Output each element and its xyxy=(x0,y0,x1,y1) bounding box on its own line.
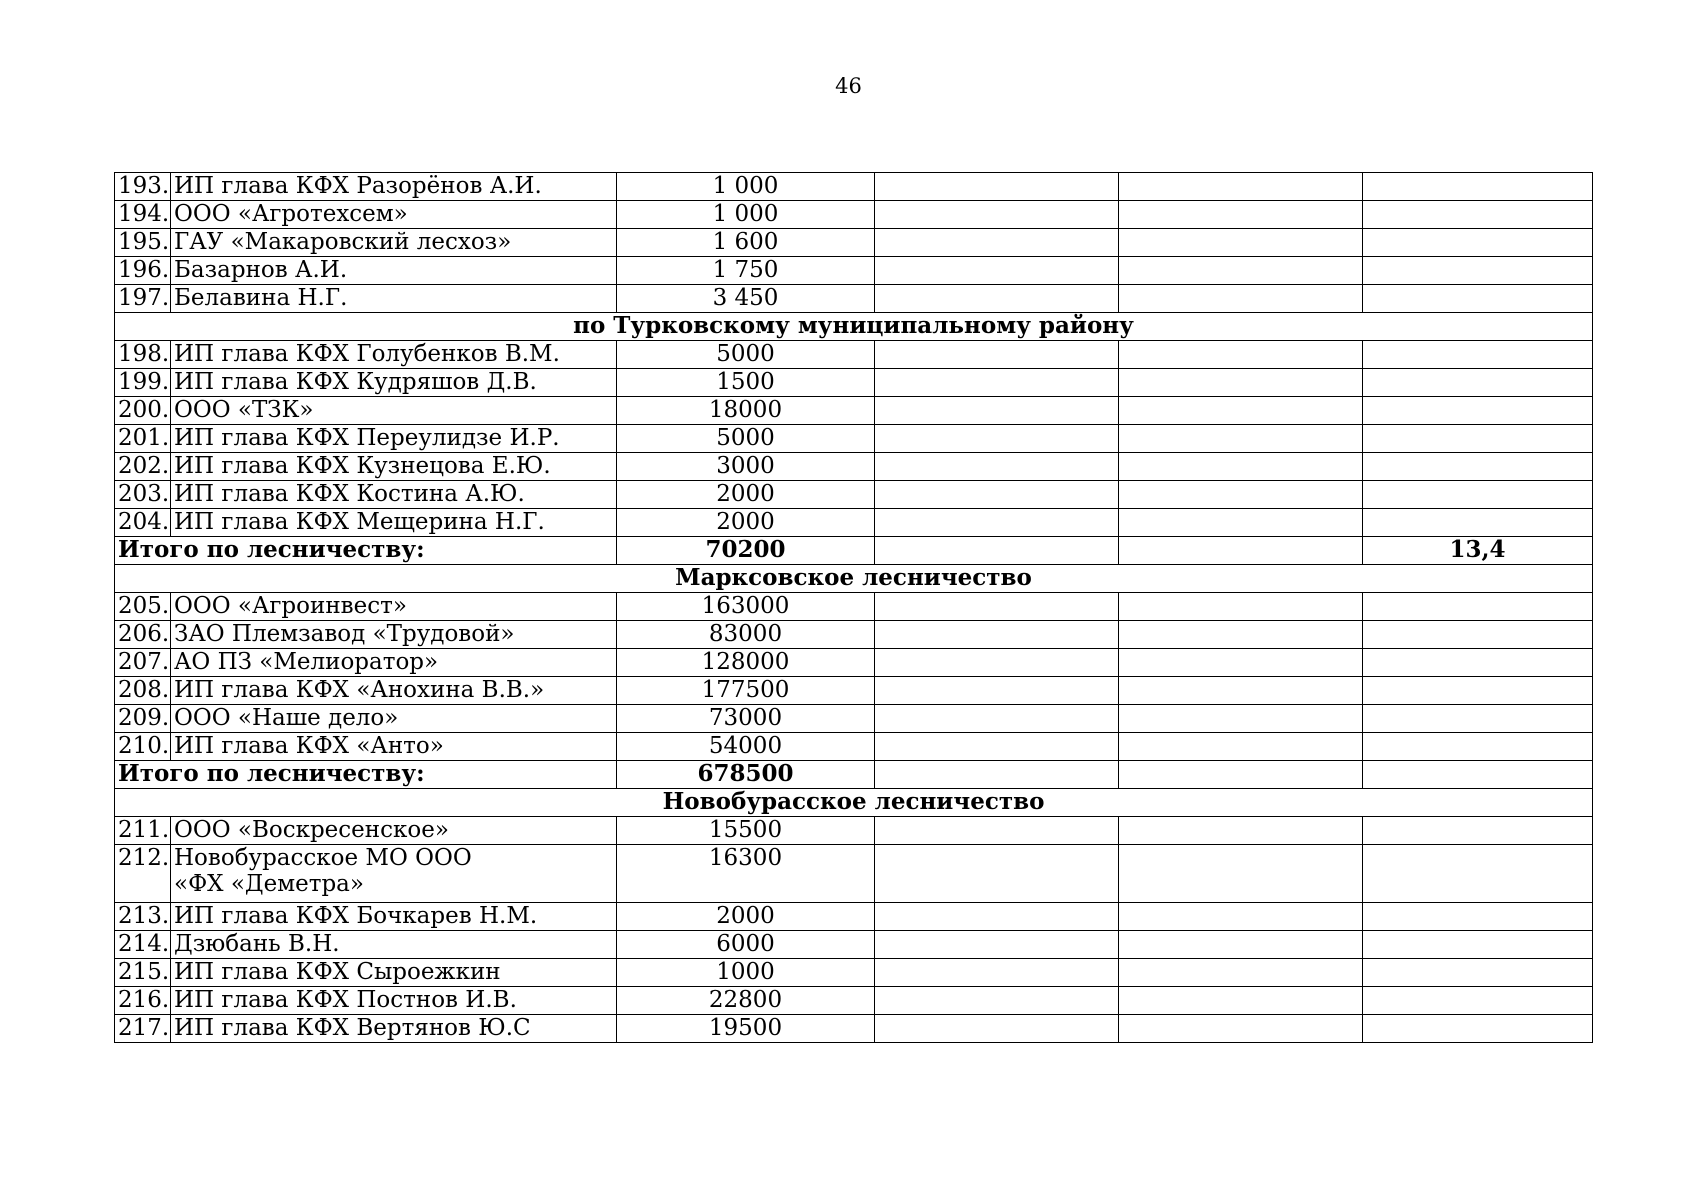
forest-users-table xyxy=(114,172,1593,1043)
empty-cell xyxy=(1119,285,1363,313)
empty-cell xyxy=(1119,649,1363,677)
empty-cell xyxy=(1363,931,1593,959)
total-row xyxy=(115,537,1593,565)
row-name: ООО «Агроинвест» xyxy=(171,593,617,621)
empty-cell xyxy=(875,257,1119,285)
table-row xyxy=(115,257,1593,285)
row-value: 163000 xyxy=(617,593,875,621)
row-value: 1000 xyxy=(617,959,875,987)
row-number: 199. xyxy=(115,369,171,397)
row-name xyxy=(171,845,617,903)
empty-cell xyxy=(875,845,1119,903)
table-row xyxy=(115,845,1593,903)
empty-cell xyxy=(875,509,1119,537)
empty-cell xyxy=(1363,677,1593,705)
row-value: 54000 xyxy=(617,733,875,761)
table-row xyxy=(115,593,1593,621)
empty-cell xyxy=(875,987,1119,1015)
row-number: 214. xyxy=(115,931,171,959)
row-name: АО ПЗ «Мелиоратор» xyxy=(171,649,617,677)
table-row xyxy=(115,1015,1593,1043)
empty-cell xyxy=(875,677,1119,705)
row-value: 22800 xyxy=(617,987,875,1015)
row-value: 18000 xyxy=(617,397,875,425)
empty-cell xyxy=(1363,903,1593,931)
empty-cell xyxy=(1363,341,1593,369)
empty-cell xyxy=(875,733,1119,761)
row-value: 6000 xyxy=(617,931,875,959)
empty-cell xyxy=(1119,201,1363,229)
empty-cell xyxy=(1119,173,1363,201)
empty-cell xyxy=(875,229,1119,257)
empty-cell xyxy=(1363,257,1593,285)
row-number: 208. xyxy=(115,677,171,705)
empty-cell xyxy=(875,817,1119,845)
empty-cell xyxy=(1119,987,1363,1015)
page-number: 46 xyxy=(835,74,862,98)
row-name: ИП глава КФХ «Анто» xyxy=(171,733,617,761)
row-name: ИП глава КФХ Костина А.Ю. xyxy=(171,481,617,509)
empty-cell xyxy=(1119,537,1363,565)
table-row xyxy=(115,341,1593,369)
empty-cell xyxy=(1119,425,1363,453)
empty-cell xyxy=(1119,705,1363,733)
row-number: 216. xyxy=(115,987,171,1015)
empty-cell xyxy=(1119,369,1363,397)
row-number: 209. xyxy=(115,705,171,733)
table-row xyxy=(115,481,1593,509)
row-value: 128000 xyxy=(617,649,875,677)
row-value: 1 000 xyxy=(617,173,875,201)
empty-cell xyxy=(1119,761,1363,789)
total-value: 70200 xyxy=(617,537,875,565)
table-row xyxy=(115,285,1593,313)
empty-cell xyxy=(1363,959,1593,987)
empty-cell xyxy=(1119,733,1363,761)
empty-cell xyxy=(1363,1015,1593,1043)
table-row xyxy=(115,705,1593,733)
row-number: 215. xyxy=(115,959,171,987)
empty-cell xyxy=(875,593,1119,621)
row-name: ООО «Агротехсем» xyxy=(171,201,617,229)
row-name-line: «ФХ «Деметра» xyxy=(174,871,364,897)
empty-cell xyxy=(875,369,1119,397)
empty-cell xyxy=(875,453,1119,481)
row-value: 73000 xyxy=(617,705,875,733)
empty-cell xyxy=(1119,845,1363,903)
row-value: 2000 xyxy=(617,509,875,537)
row-value: 2000 xyxy=(617,481,875,509)
row-number: 213. xyxy=(115,903,171,931)
total-label: Итого по лесничеству: xyxy=(115,761,617,789)
row-number: 195. xyxy=(115,229,171,257)
row-name: ИП глава КФХ Кузнецова Е.Ю. xyxy=(171,453,617,481)
empty-cell xyxy=(1363,453,1593,481)
row-value: 83000 xyxy=(617,621,875,649)
total-label: Итого по лесничеству: xyxy=(115,537,617,565)
empty-cell xyxy=(1119,341,1363,369)
empty-cell xyxy=(875,201,1119,229)
empty-cell xyxy=(875,931,1119,959)
row-name: ЗАО Племзавод «Трудовой» xyxy=(171,621,617,649)
row-name: ИП глава КФХ «Анохина В.В.» xyxy=(171,677,617,705)
row-number: 193. xyxy=(115,173,171,201)
empty-cell xyxy=(1363,369,1593,397)
empty-cell xyxy=(875,425,1119,453)
empty-cell xyxy=(1363,987,1593,1015)
empty-cell xyxy=(875,705,1119,733)
table-row xyxy=(115,903,1593,931)
empty-cell xyxy=(1119,677,1363,705)
empty-cell xyxy=(1119,257,1363,285)
row-value: 177500 xyxy=(617,677,875,705)
row-name: ГАУ «Макаровский лесхоз» xyxy=(171,229,617,257)
section-header-row xyxy=(115,313,1593,341)
row-name: ИП глава КФХ Кудряшов Д.В. xyxy=(171,369,617,397)
empty-cell xyxy=(875,481,1119,509)
empty-cell xyxy=(875,1015,1119,1043)
empty-cell xyxy=(1363,397,1593,425)
table-row xyxy=(115,369,1593,397)
row-name: ООО «ТЗК» xyxy=(171,397,617,425)
empty-cell xyxy=(1119,931,1363,959)
empty-cell xyxy=(875,285,1119,313)
row-number: 198. xyxy=(115,341,171,369)
empty-cell xyxy=(1119,1015,1363,1043)
table-row xyxy=(115,453,1593,481)
row-name: ООО «Наше дело» xyxy=(171,705,617,733)
empty-cell xyxy=(1119,621,1363,649)
row-number: 205. xyxy=(115,593,171,621)
table-row xyxy=(115,987,1593,1015)
total-row xyxy=(115,761,1593,789)
table-row xyxy=(115,931,1593,959)
empty-cell xyxy=(1363,509,1593,537)
row-number: 196. xyxy=(115,257,171,285)
table-row xyxy=(115,817,1593,845)
empty-cell xyxy=(1363,733,1593,761)
row-value: 15500 xyxy=(617,817,875,845)
empty-cell xyxy=(1363,201,1593,229)
row-name-line: Новобурасское МО ООО xyxy=(174,845,472,871)
row-number: 194. xyxy=(115,201,171,229)
row-value: 3 450 xyxy=(617,285,875,313)
section-title: по Турковскому муниципальному району xyxy=(115,313,1593,341)
empty-cell xyxy=(1363,173,1593,201)
row-value: 1 000 xyxy=(617,201,875,229)
table-row xyxy=(115,733,1593,761)
row-number: 212. xyxy=(115,845,171,903)
row-number: 201. xyxy=(115,425,171,453)
row-number: 204. xyxy=(115,509,171,537)
empty-cell xyxy=(1363,621,1593,649)
empty-cell xyxy=(1119,453,1363,481)
total-extra-value xyxy=(1363,761,1593,789)
empty-cell xyxy=(875,959,1119,987)
row-number: 202. xyxy=(115,453,171,481)
row-name: ИП глава КФХ Постнов И.В. xyxy=(171,987,617,1015)
section-header-row xyxy=(115,565,1593,593)
table-row xyxy=(115,677,1593,705)
empty-cell xyxy=(1363,705,1593,733)
empty-cell xyxy=(875,397,1119,425)
table-row xyxy=(115,621,1593,649)
empty-cell xyxy=(1119,903,1363,931)
row-name: ИП глава КФХ Бочкарев Н.М. xyxy=(171,903,617,931)
table-row xyxy=(115,649,1593,677)
empty-cell xyxy=(1363,229,1593,257)
empty-cell xyxy=(875,341,1119,369)
empty-cell xyxy=(1363,845,1593,903)
section-title: Новобурасское лесничество xyxy=(115,789,1593,817)
row-value: 16300 xyxy=(617,845,875,903)
row-value: 1 600 xyxy=(617,229,875,257)
row-name: Базарнов А.И. xyxy=(171,257,617,285)
row-value: 1 750 xyxy=(617,257,875,285)
empty-cell xyxy=(1119,397,1363,425)
row-name: ИП глава КФХ Сыроежкин xyxy=(171,959,617,987)
table-row xyxy=(115,509,1593,537)
empty-cell xyxy=(1363,649,1593,677)
row-name: Дзюбань В.Н. xyxy=(171,931,617,959)
empty-cell xyxy=(1363,425,1593,453)
empty-cell xyxy=(875,173,1119,201)
empty-cell xyxy=(1363,817,1593,845)
table-row xyxy=(115,229,1593,257)
table-row xyxy=(115,397,1593,425)
empty-cell xyxy=(1363,481,1593,509)
empty-cell xyxy=(875,903,1119,931)
row-value: 2000 xyxy=(617,903,875,931)
row-name: ИП глава КФХ Переулидзе И.Р. xyxy=(171,425,617,453)
row-number: 200. xyxy=(115,397,171,425)
empty-cell xyxy=(1119,593,1363,621)
row-number: 207. xyxy=(115,649,171,677)
empty-cell xyxy=(1119,229,1363,257)
empty-cell xyxy=(1119,959,1363,987)
row-number: 210. xyxy=(115,733,171,761)
section-header-row xyxy=(115,789,1593,817)
empty-cell xyxy=(875,537,1119,565)
row-name: ИП глава КФХ Вертянов Ю.С xyxy=(171,1015,617,1043)
row-name: ИП глава КФХ Мещерина Н.Г. xyxy=(171,509,617,537)
section-title: Марксовское лесничество xyxy=(115,565,1593,593)
row-number: 206. xyxy=(115,621,171,649)
row-name: ИП глава КФХ Голубенков В.М. xyxy=(171,341,617,369)
empty-cell xyxy=(1119,817,1363,845)
row-number: 197. xyxy=(115,285,171,313)
row-number: 211. xyxy=(115,817,171,845)
row-name: ИП глава КФХ Разорёнов А.И. xyxy=(171,173,617,201)
row-number: 203. xyxy=(115,481,171,509)
empty-cell xyxy=(875,761,1119,789)
row-value: 5000 xyxy=(617,425,875,453)
table-row xyxy=(115,201,1593,229)
table-body xyxy=(115,173,1593,1043)
row-number: 217. xyxy=(115,1015,171,1043)
row-name: ООО «Воскресенское» xyxy=(171,817,617,845)
table-row xyxy=(115,959,1593,987)
row-value: 3000 xyxy=(617,453,875,481)
row-name: Белавина Н.Г. xyxy=(171,285,617,313)
total-extra-value: 13,4 xyxy=(1363,537,1593,565)
row-value: 19500 xyxy=(617,1015,875,1043)
total-value: 678500 xyxy=(617,761,875,789)
empty-cell xyxy=(875,649,1119,677)
empty-cell xyxy=(1119,509,1363,537)
row-value: 1500 xyxy=(617,369,875,397)
empty-cell xyxy=(875,621,1119,649)
empty-cell xyxy=(1363,285,1593,313)
table-row xyxy=(115,425,1593,453)
empty-cell xyxy=(1363,593,1593,621)
row-value: 5000 xyxy=(617,341,875,369)
table-row xyxy=(115,173,1593,201)
empty-cell xyxy=(1119,481,1363,509)
